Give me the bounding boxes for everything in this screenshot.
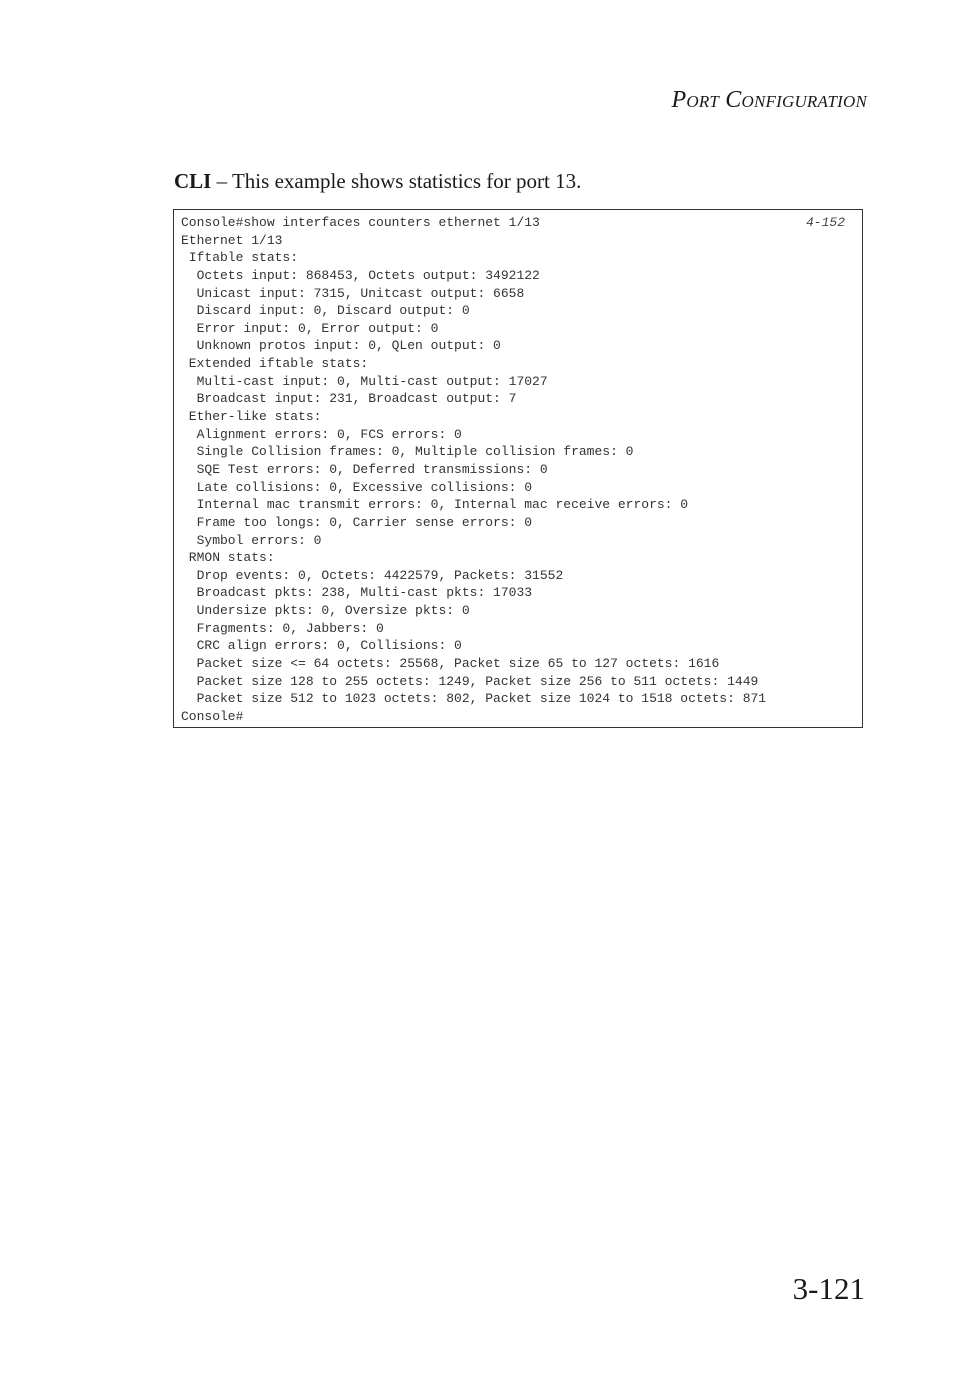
console-line: Fragments: 0, Jabbers: 0 bbox=[181, 620, 384, 636]
header-word-configuration: ONFIGURATION bbox=[741, 92, 867, 111]
command-reference: 4-152 bbox=[805, 215, 845, 230]
console-line: Packet size <= 64 octets: 25568, Packet size 65 to 127 octets: 1616 bbox=[181, 656, 720, 672]
console-line: Symbol errors: 0 bbox=[181, 532, 322, 548]
cli-label: CLI bbox=[174, 169, 212, 193]
console-line: Ethernet 1/13 bbox=[181, 232, 283, 248]
console-line: Ether-like stats: bbox=[181, 409, 322, 425]
console-line: Broadcast input: 231, Broadcast output: 7 bbox=[181, 391, 517, 407]
console-line: Packet size 128 to 255 octets: 1249, Packet size 256 to 511 octets: 1449 bbox=[181, 673, 759, 689]
console-line: SQE Test errors: 0, Deferred transmissions: 0 bbox=[181, 461, 548, 477]
header-word-port: ORT bbox=[686, 92, 720, 111]
console-line: Internal mac transmit errors: 0, Internal mac receive errors: 0 bbox=[181, 497, 689, 513]
console-line: Iftable stats: bbox=[181, 250, 299, 266]
console-line: Unicast input: 7315, Unitcast output: 6658 bbox=[181, 285, 525, 301]
console-line: Console# bbox=[181, 708, 244, 724]
console-line: Late collisions: 0, Excessive collisions: 0 bbox=[181, 479, 533, 495]
console-line: Console#show interfaces counters ethernet 1/13 bbox=[181, 215, 540, 230]
console-example-box bbox=[173, 209, 863, 728]
console-line: Extended iftable stats: bbox=[181, 356, 369, 372]
console-output bbox=[181, 214, 766, 726]
console-line: Octets input: 868453, Octets output: 3492122 bbox=[181, 267, 540, 283]
console-line: Single Collision frames: 0, Multiple collision frames: 0 bbox=[181, 444, 634, 460]
header-initial-p: P bbox=[671, 87, 687, 113]
console-line: Discard input: 0, Discard output: 0 bbox=[181, 303, 470, 319]
console-line: Packet size 512 to 1023 octets: 802, Packet size 1024 to 1518 octets: 871 bbox=[181, 691, 767, 707]
console-line: Drop events: 0, Octets: 4422579, Packets: 31552 bbox=[181, 567, 564, 583]
console-line: Error input: 0, Error output: 0 bbox=[181, 320, 439, 336]
console-line: Unknown protos input: 0, QLen output: 0 bbox=[181, 338, 501, 354]
console-line: Alignment errors: 0, FCS errors: 0 bbox=[181, 426, 462, 442]
intro-text: – This example shows statistics for port 13. bbox=[211, 169, 582, 193]
console-line: RMON stats: bbox=[181, 550, 275, 566]
console-line: Multi-cast input: 0, Multi-cast output: 17027 bbox=[181, 373, 548, 389]
console-line: Frame too longs: 0, Carrier sense errors: 0 bbox=[181, 514, 533, 530]
console-line: CRC align errors: 0, Collisions: 0 bbox=[181, 638, 462, 654]
intro-paragraph bbox=[174, 169, 581, 194]
console-line: Undersize pkts: 0, Oversize pkts: 0 bbox=[181, 603, 470, 619]
running-header bbox=[672, 88, 868, 112]
header-initial-c: C bbox=[725, 87, 742, 113]
page-number: 3-121 bbox=[792, 1271, 865, 1306]
console-line: Broadcast pkts: 238, Multi-cast pkts: 17033 bbox=[181, 585, 533, 601]
